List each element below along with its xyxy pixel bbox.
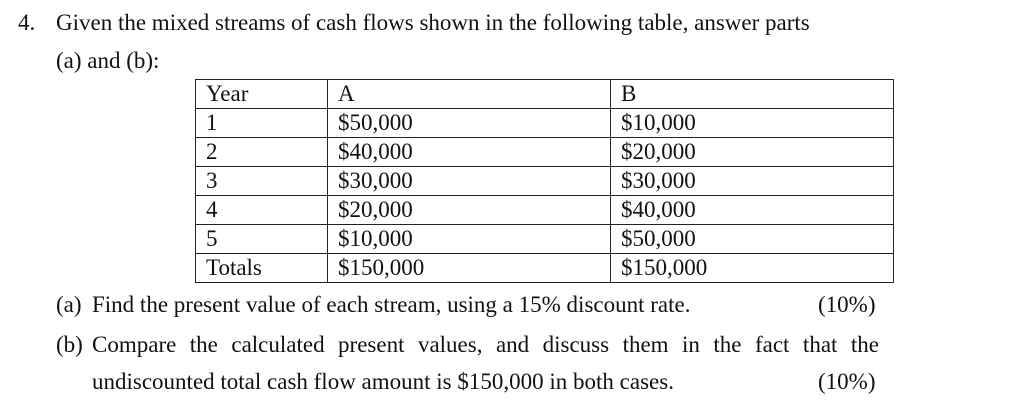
part-b-text-line1: Compare the calculated present values, and discuss them in the fact that the	[92, 332, 879, 357]
table-totals-row	[196, 254, 894, 283]
part-b-label: (b)	[56, 332, 83, 357]
cell-year: 5	[196, 225, 328, 254]
part-a-label: (a)	[56, 292, 82, 317]
cell-year: 4	[196, 196, 328, 225]
cell-total-b: $150,000	[611, 254, 894, 283]
table-row	[196, 225, 894, 254]
table-row	[196, 167, 894, 196]
header-stream-a: A	[328, 80, 611, 109]
part-b-points: (10%)	[818, 369, 876, 394]
cell-stream-b: $50,000	[611, 225, 894, 254]
header-year: Year	[196, 80, 328, 109]
table-row	[196, 109, 894, 138]
cell-stream-a: $10,000	[328, 225, 611, 254]
table-header-row	[196, 80, 894, 109]
cell-stream-a: $20,000	[328, 196, 611, 225]
table-row	[196, 138, 894, 167]
cell-stream-a: $50,000	[328, 109, 611, 138]
cell-year: 3	[196, 167, 328, 196]
table-row	[196, 196, 894, 225]
part-b-text-line2: undiscounted total cash flow amount is $150,000 in both cases.	[92, 369, 674, 394]
cell-totals-label: Totals	[196, 254, 328, 283]
part-a-text: Find the present value of each stream, using a 15% discount rate.	[92, 292, 691, 317]
cell-stream-a: $30,000	[328, 167, 611, 196]
cell-year: 1	[196, 109, 328, 138]
header-stream-b: B	[611, 80, 894, 109]
question-number: 4.	[18, 10, 36, 35]
question-stem-line2: (a) and (b):	[56, 48, 160, 73]
cell-stream-b: $30,000	[611, 167, 894, 196]
cell-stream-b: $20,000	[611, 138, 894, 167]
part-a-points: (10%)	[818, 292, 876, 317]
cell-stream-b: $10,000	[611, 109, 894, 138]
cell-total-a: $150,000	[328, 254, 611, 283]
cell-stream-a: $40,000	[328, 138, 611, 167]
cell-year: 2	[196, 138, 328, 167]
cell-stream-b: $40,000	[611, 196, 894, 225]
cash-flow-table	[195, 79, 894, 283]
question-stem-line1: Given the mixed streams of cash flows shown in the following table, answer parts	[56, 10, 810, 35]
